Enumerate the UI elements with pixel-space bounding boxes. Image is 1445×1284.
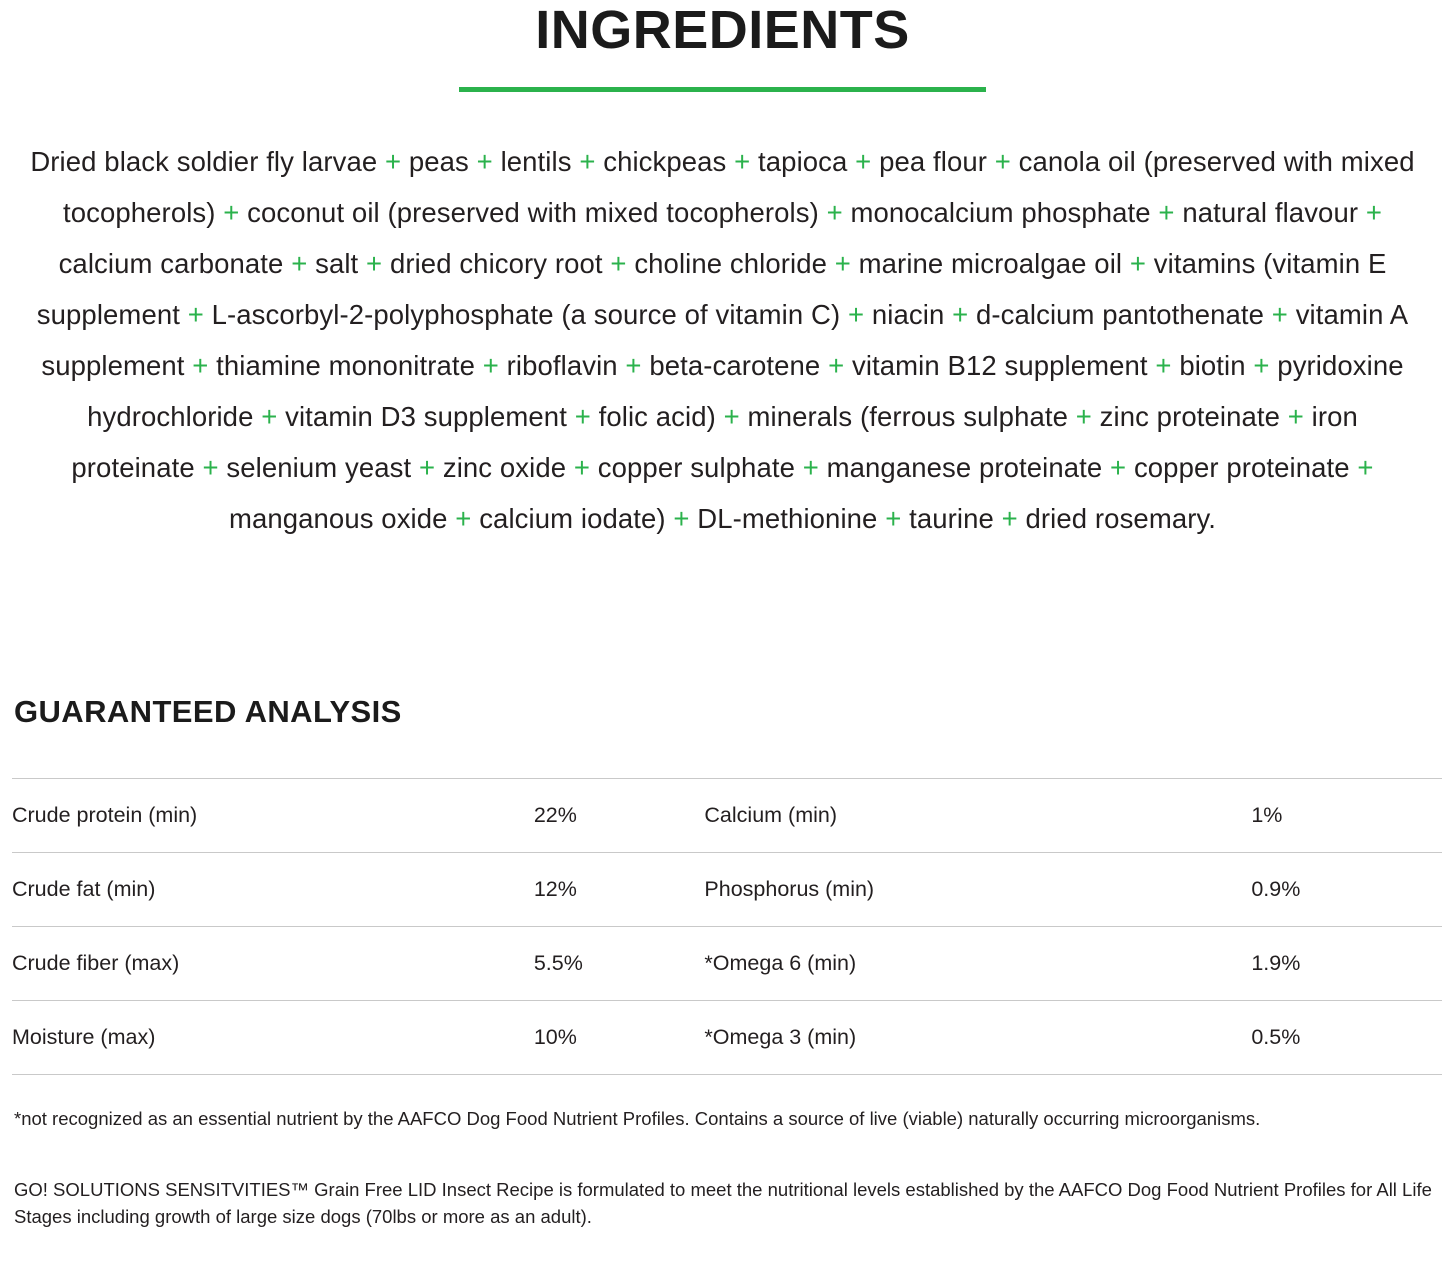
ingredient-separator: + (447, 502, 480, 534)
ingredient-item: manganese proteinate (826, 451, 1103, 483)
ingredient-item: salt (315, 247, 359, 279)
ingredient-separator: + (194, 451, 227, 483)
ingredient-separator: + (827, 247, 859, 279)
ingredient-item: copper proteinate (1133, 451, 1350, 483)
asterisk-footnote: *not recognized as an essential nutrient by the AAFCO Dog Food Nutrient Profiles. Contains a source of live (viable) naturally occurring microorganisms. (14, 1107, 1261, 1129)
ingredient-separator: + (1102, 451, 1134, 483)
ingredient-separator: + (1264, 298, 1296, 330)
ingredient-item: calcium carbonate (58, 247, 284, 279)
ingredient-item: choline chloride (634, 247, 828, 279)
ingredient-separator: + (566, 451, 598, 483)
ingredient-item: niacin (871, 298, 945, 330)
ingredient-separator: + (179, 298, 212, 330)
ingredient-separator: + (794, 451, 827, 483)
ingredient-item: tapioca (758, 145, 848, 177)
ingredient-separator: + (602, 247, 635, 279)
ingredient-separator: + (715, 400, 748, 432)
ingredient-item: L-ascorbyl-2-polyphosphate (a source of vitamin C) (211, 298, 841, 330)
ingredient-item: d-calcium pantothenate (975, 298, 1265, 330)
ingredient-separator: + (215, 196, 248, 228)
ingredient-item: canola oil (preserved with mixed tocopherols) (63, 145, 1415, 228)
ingredient-separator: + (1358, 196, 1382, 228)
ingredient-item: pyridoxine hydrochloride (87, 349, 1404, 432)
ingredient-item: lentils (500, 145, 572, 177)
nutrient-value: 1% (1251, 802, 1283, 827)
ingredient-item: natural flavour (1182, 196, 1359, 228)
ingredient-separator: + (468, 145, 501, 177)
ingredient-item: vitamin D3 supplement (285, 400, 567, 432)
ingredient-item: beta-carotene (649, 349, 821, 381)
ingredient-item: dried rosemary. (1025, 502, 1217, 534)
ingredient-separator: + (571, 145, 604, 177)
ingredient-item: pea flour (879, 145, 987, 177)
table-row (12, 778, 1442, 852)
nutrient-label: *Omega 3 (min) (704, 1024, 857, 1049)
nutrient-label: Moisture (max) (12, 1024, 156, 1049)
nutrient-label: Crude fiber (max) (12, 950, 180, 975)
page-title: INGREDIENTS (535, 0, 910, 60)
ingredient-separator: + (944, 298, 976, 330)
ingredient-item: dried chicory root (389, 247, 603, 279)
ingredient-item: thiamine mononitrate (216, 349, 475, 381)
ingredient-separator: + (358, 247, 390, 279)
ingredient-separator: + (253, 400, 286, 432)
ingredient-item: coconut oil (preserved with mixed tocopherols) (247, 196, 819, 228)
ingredient-separator: + (283, 247, 316, 279)
ingredient-item: chickpeas (603, 145, 727, 177)
ingredient-item: monocalcium phosphate (850, 196, 1151, 228)
nutrient-value: 12% (533, 876, 577, 901)
ingredient-separator: + (987, 145, 1019, 177)
nutrient-value: 0.9% (1251, 876, 1301, 901)
ingredient-separator: + (820, 349, 852, 381)
ingredient-separator: + (1245, 349, 1278, 381)
ingredient-separator: + (474, 349, 507, 381)
ingredient-separator: + (877, 502, 910, 534)
table-row (12, 926, 1442, 1000)
title-divider (459, 87, 986, 92)
ingredient-separator: + (840, 298, 872, 330)
ingredient-separator: + (726, 145, 759, 177)
nutrient-label: *Omega 6 (min) (704, 950, 857, 975)
ingredient-item: minerals (ferrous sulphate (747, 400, 1068, 432)
table-row (12, 1000, 1442, 1074)
ingredient-separator: + (1280, 400, 1312, 432)
nutrient-label: Crude protein (min) (12, 802, 198, 827)
ingredient-separator: + (993, 502, 1026, 534)
ingredient-item: biotin (1179, 349, 1246, 381)
ingredient-item: taurine (909, 502, 994, 534)
ingredient-item: copper sulphate (597, 451, 795, 483)
ingredient-item: zinc proteinate (1099, 400, 1280, 432)
nutrient-value: 10% (533, 1024, 577, 1049)
ingredient-item: iron proteinate (71, 400, 1358, 483)
nutrient-value: 22% (533, 802, 577, 827)
ingredient-item: Dried black soldier fly larvae (30, 145, 378, 177)
ingredient-separator: + (411, 451, 443, 483)
nutrient-label: Crude fat (min) (12, 876, 156, 901)
ingredient-item: manganous oxide (228, 502, 448, 534)
ingredient-separator: + (818, 196, 851, 228)
ingredient-item: peas (408, 145, 469, 177)
ingredient-separator: + (1147, 349, 1180, 381)
ingredient-separator: + (566, 400, 599, 432)
nutrient-label: Calcium (min) (704, 802, 837, 827)
ingredient-item: folic acid) (598, 400, 716, 432)
ingredient-separator: + (377, 145, 409, 177)
ingredient-separator: + (1349, 451, 1374, 483)
ingredient-item: riboflavin (506, 349, 618, 381)
nutrient-value: 1.9% (1251, 950, 1301, 975)
ingredients-header (8, 0, 1437, 92)
aafco-statement: GO! SOLUTIONS SENSITVITIES™ Grain Free LID Insect Recipe is formulated to meet the nutritional levels established by the AAFCO Dog Food Nutrient Profiles for All Life Stages including growth of large size dogs (70lbs or more as an adult). (14, 1178, 1432, 1227)
guaranteed-analysis-title: GUARANTEED ANALYSIS (14, 693, 402, 729)
ingredient-item: vitamin B12 supplement (851, 349, 1148, 381)
ingredient-item: vitamins (vitamin E supplement (36, 247, 1387, 330)
ingredient-separator: + (1122, 247, 1154, 279)
nutrient-value: 0.5% (1251, 1024, 1301, 1049)
ingredient-separator: + (665, 502, 698, 534)
nutrient-value: 5.5% (533, 950, 583, 975)
ingredient-item: marine microalgae oil (858, 247, 1123, 279)
ingredient-item: DL-methionine (697, 502, 878, 534)
ingredient-separator: + (617, 349, 650, 381)
ingredients-list (23, 136, 1423, 544)
table-row (12, 852, 1442, 926)
ingredient-separator: + (184, 349, 217, 381)
ingredient-separator: + (1068, 400, 1100, 432)
ingredient-item: zinc oxide (442, 451, 567, 483)
ingredient-item: vitamin A supplement (41, 298, 1409, 381)
ingredient-separator: + (1150, 196, 1183, 228)
ingredient-item: selenium yeast (226, 451, 412, 483)
nutrient-label: Phosphorus (min) (704, 876, 875, 901)
guaranteed-analysis-table (12, 778, 1442, 1075)
ingredient-separator: + (847, 145, 880, 177)
ingredient-item: calcium iodate) (479, 502, 666, 534)
